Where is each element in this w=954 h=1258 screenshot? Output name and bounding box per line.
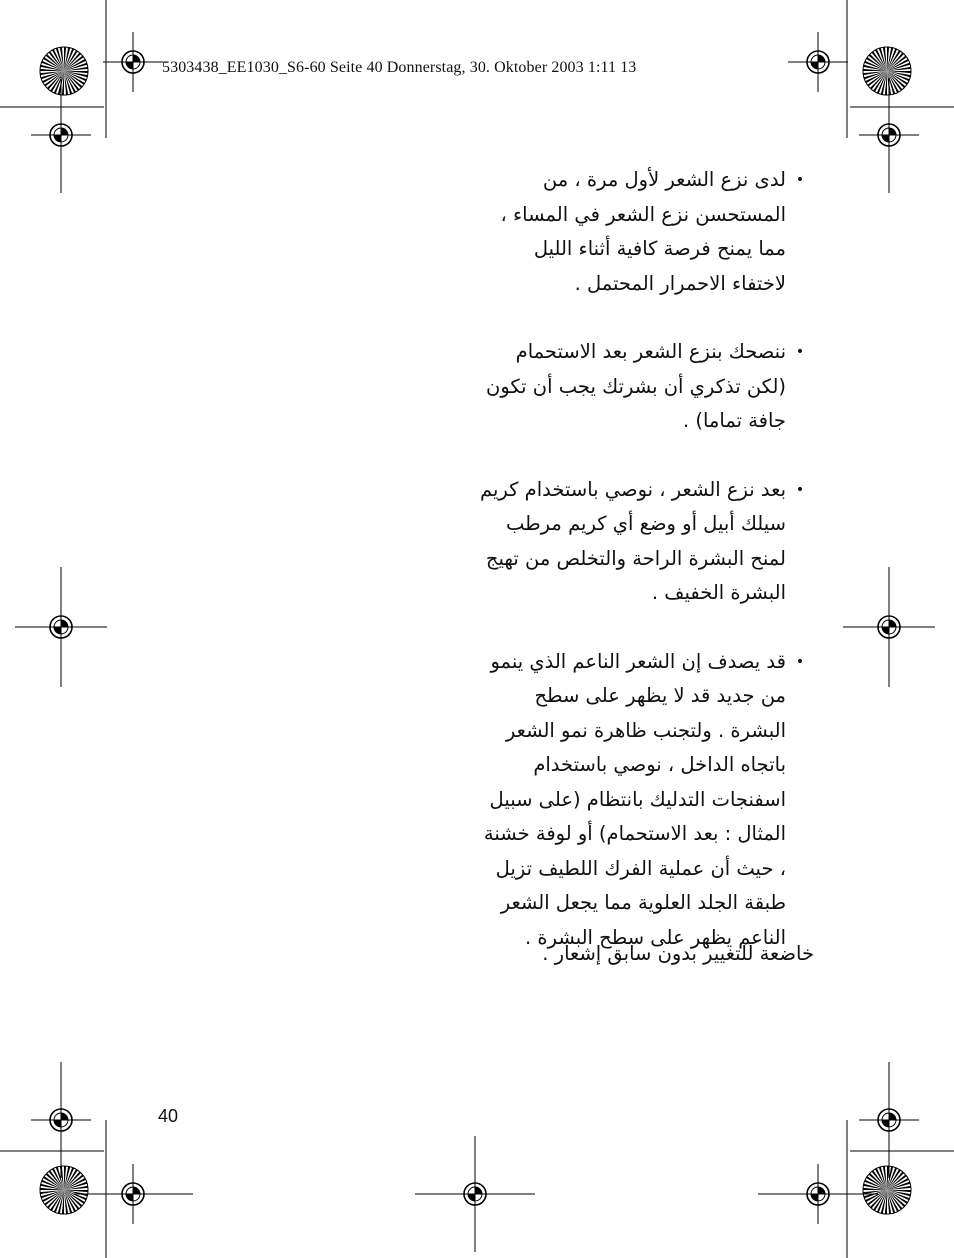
instructions-list xyxy=(474,163,814,989)
bullet-marker: • xyxy=(795,344,805,360)
registration-crosshair-icon xyxy=(788,32,848,92)
instruction-item xyxy=(474,163,814,301)
registration-crosshair-icon xyxy=(843,567,935,687)
registration-crosshair-icon xyxy=(415,1136,535,1252)
starburst-icon xyxy=(863,1166,911,1214)
registration-crosshair-icon xyxy=(758,1164,878,1224)
instruction-item xyxy=(474,335,814,439)
instruction-item xyxy=(474,645,814,956)
print-slug-header: 5303438_EE1030_S6-60 Seite 40 Donnerstag, 30. Oktober 2003 1:11 13 xyxy=(162,59,637,76)
instruction-text: ننصحك بنزع الشعر بعد الاستحمام (لكن تذكري أن بشرتك يجب أن تكون جافة تماما) . xyxy=(486,340,786,432)
starburst-icon xyxy=(40,1166,88,1214)
instruction-item xyxy=(474,473,814,611)
instruction-text: لدى نزع الشعر لأول مرة ، من المستحسن نزع الشعر في المساء ، مما يمنح فرصة كافية أثناء الليل لاختفاء الاحمرار المحتمل . xyxy=(500,168,786,295)
instruction-text: قد يصدف إن الشعر الناعم الذي ينمو من جديد قد لا يظهر على سطح البشرة . ولتجنب ظاهرة نمو الشعر باتجاه الداخل ، نوصي باستخدام اسفنجات التدليك بانتظام (على سبيل المثال : بعد الاستحمام) أو لوفة خشنة ، حيث أن عملية الفرك اللطيف تزيل طبقة الجلد العلوية مما يجعل الشعر الناعم يظهر على سطح البشرة . xyxy=(483,649,786,949)
starburst-icon xyxy=(40,47,88,95)
registration-crosshair-icon xyxy=(103,32,163,92)
registration-crosshair-icon xyxy=(859,77,919,193)
registration-crosshair-icon xyxy=(31,77,91,193)
registration-crosshair-icon xyxy=(31,1062,91,1178)
bullet-marker: • xyxy=(795,653,805,670)
starburst-icon xyxy=(863,47,911,95)
page-number: 40 xyxy=(158,1106,179,1126)
registration-crosshair-icon xyxy=(859,1062,919,1178)
bullet-marker: • xyxy=(795,172,805,188)
subject-to-change-note: خاضعة للتغيير بدون سابق إشعار . xyxy=(542,942,814,965)
instruction-text: بعد نزع الشعر ، نوصي باستخدام كريم سيلك أبيل أو وضع أي كريم مرطب لمنح البشرة الراحة والتخلص من تهيج البشرة الخفيف . xyxy=(480,477,786,604)
registration-crosshair-icon xyxy=(73,1164,193,1224)
registration-crosshair-icon xyxy=(15,567,107,687)
bullet-marker: • xyxy=(795,481,805,498)
